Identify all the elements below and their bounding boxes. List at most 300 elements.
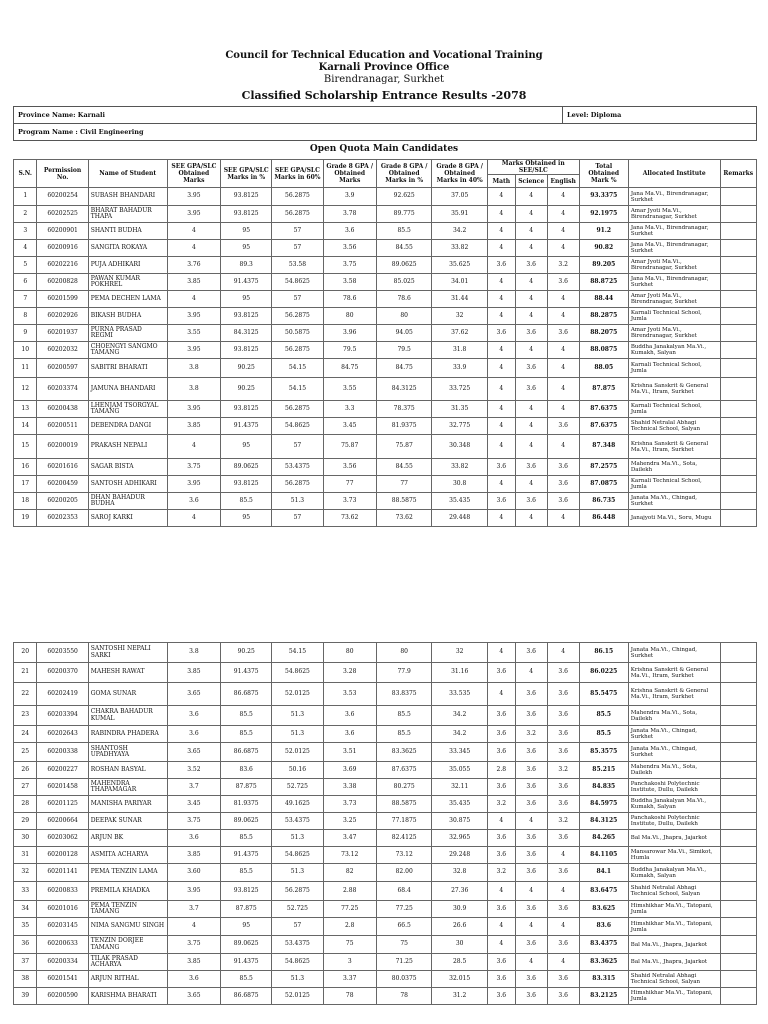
cell-see_obt: 3.6 <box>167 830 220 847</box>
cell-english: 4 <box>547 359 579 378</box>
cell-total: 85.215 <box>579 762 628 779</box>
cell-see_pct: 93.8125 <box>221 188 272 206</box>
col-header-g8_obt: Grade 8 GPA / Obtained Marks <box>323 160 376 188</box>
cell-english: 3.6 <box>547 663 579 683</box>
cell-g8_pct: 84.3125 <box>376 378 432 401</box>
cell-see_pct: 93.8125 <box>221 308 272 325</box>
cell-g8_40: 37.05 <box>432 188 488 206</box>
table-row <box>14 510 757 527</box>
cell-remarks <box>720 901 756 918</box>
cell-see_pct: 89.0625 <box>221 459 272 476</box>
cell-math: 3.6 <box>487 325 515 342</box>
cell-perm: 60200590 <box>37 988 88 1005</box>
cell-remarks <box>720 274 756 291</box>
cell-math: 4 <box>487 643 515 663</box>
cell-name: PEMA TENZIN LAMA <box>88 864 167 882</box>
cell-total: 88.05 <box>579 359 628 378</box>
cell-name: ARJUN BK <box>88 830 167 847</box>
cell-math: 3.6 <box>487 988 515 1005</box>
cell-english: 4 <box>547 918 579 936</box>
cell-science: 3.6 <box>515 864 547 882</box>
table-row <box>14 257 757 274</box>
cell-g8_40: 33.345 <box>432 743 488 762</box>
cell-see_60: 57 <box>272 918 323 936</box>
cell-perm: 60202926 <box>37 308 88 325</box>
cell-see_pct: 93.8125 <box>221 206 272 223</box>
cell-g8_40: 31.8 <box>432 342 488 359</box>
cell-perm: 60200459 <box>37 476 88 493</box>
cell-g8_40: 33.9 <box>432 359 488 378</box>
cell-math: 3.6 <box>487 830 515 847</box>
cell-see_obt: 3.45 <box>167 796 220 813</box>
cell-science: 3.6 <box>515 683 547 706</box>
cell-see_obt: 3.8 <box>167 359 220 378</box>
cell-english: 3.6 <box>547 726 579 743</box>
cell-name: PRAKASH NEPALI <box>88 435 167 459</box>
cell-sn: 25 <box>14 743 37 762</box>
cell-g8_obt: 3.55 <box>323 378 376 401</box>
cell-g8_40: 30.9 <box>432 901 488 918</box>
cell-math: 3.2 <box>487 796 515 813</box>
col-header-g8_40: Grade 8 GPA / Obtained Marks in 40% <box>432 160 488 188</box>
col-header-science: Science <box>515 175 547 188</box>
cell-see_pct: 90.25 <box>221 359 272 378</box>
results-table-part-1 <box>13 159 757 527</box>
cell-g8_40: 35.435 <box>432 796 488 813</box>
cell-perm: 60200128 <box>37 847 88 864</box>
table-row <box>14 274 757 291</box>
cell-see_60: 50.5875 <box>272 325 323 342</box>
cell-g8_pct: 88.5875 <box>376 493 432 510</box>
cell-science: 4 <box>515 663 547 683</box>
cell-g8_40: 32 <box>432 643 488 663</box>
cell-g8_pct: 85.025 <box>376 274 432 291</box>
cell-see_pct: 91.4375 <box>221 274 272 291</box>
cell-english: 4 <box>547 223 579 240</box>
cell-see_obt: 3.76 <box>167 257 220 274</box>
cell-perm: 60200828 <box>37 274 88 291</box>
cell-total: 92.1975 <box>579 206 628 223</box>
cell-see_pct: 83.6 <box>221 762 272 779</box>
cell-see_obt: 3.65 <box>167 683 220 706</box>
table-row <box>14 971 757 988</box>
table-row <box>14 882 757 901</box>
cell-perm: 60200511 <box>37 418 88 435</box>
cell-english: 4 <box>547 882 579 901</box>
cell-science: 3.6 <box>515 493 547 510</box>
cell-g8_pct: 85.5 <box>376 223 432 240</box>
cell-see_60: 56.2875 <box>272 342 323 359</box>
cell-g8_40: 35.435 <box>432 493 488 510</box>
cell-inst: Bal Ma.Vi., Jhapra, Jajarkot <box>628 830 720 847</box>
cell-g8_pct: 78 <box>376 988 432 1005</box>
cell-english: 3.6 <box>547 971 579 988</box>
cell-g8_40: 32.775 <box>432 418 488 435</box>
cell-math: 4 <box>487 274 515 291</box>
cell-sn: 18 <box>14 493 37 510</box>
cell-name: PREMILA KHADKA <box>88 882 167 901</box>
cell-math: 3.6 <box>487 706 515 726</box>
cell-total: 85.5 <box>579 726 628 743</box>
cell-inst: Krishna Sanskrit & General Ma.Vi., Itram, Surkhet <box>628 683 720 706</box>
cell-remarks <box>720 663 756 683</box>
cell-perm: 60201599 <box>37 291 88 308</box>
cell-see_pct: 86.6875 <box>221 743 272 762</box>
cell-english: 3.6 <box>547 476 579 493</box>
cell-see_pct: 93.8125 <box>221 401 272 418</box>
col-header-perm: Permission No. <box>37 160 88 188</box>
col-header-sn: S.N. <box>14 160 37 188</box>
table-row <box>14 936 757 954</box>
cell-inst: Janata Ma.Vi., Chingad, Surkhet <box>628 726 720 743</box>
cell-see_obt: 3.65 <box>167 988 220 1005</box>
cell-g8_40: 30.8 <box>432 476 488 493</box>
cell-g8_40: 34.2 <box>432 223 488 240</box>
cell-science: 3.6 <box>515 988 547 1005</box>
cell-english: 4 <box>547 510 579 527</box>
cell-science: 4 <box>515 954 547 971</box>
cell-perm: 60200916 <box>37 240 88 257</box>
cell-remarks <box>720 325 756 342</box>
cell-remarks <box>720 378 756 401</box>
cell-sn: 5 <box>14 257 37 274</box>
cell-g8_obt: 78.6 <box>323 291 376 308</box>
cell-english: 4 <box>547 188 579 206</box>
table-row <box>14 493 757 510</box>
cell-see_obt: 4 <box>167 223 220 240</box>
cell-remarks <box>720 864 756 882</box>
cell-sn: 19 <box>14 510 37 527</box>
cell-perm: 60201016 <box>37 901 88 918</box>
cell-total: 85.5 <box>579 706 628 726</box>
table-row <box>14 223 757 240</box>
cell-name: SABITRI BHARATI <box>88 359 167 378</box>
level: Level: Diploma <box>563 107 757 124</box>
cell-remarks <box>720 882 756 901</box>
cell-g8_obt: 77 <box>323 476 376 493</box>
cell-math: 4 <box>487 342 515 359</box>
cell-see_pct: 85.5 <box>221 493 272 510</box>
org-name: Council for Technical Education and Vocational Training <box>225 50 543 61</box>
cell-sn: 31 <box>14 847 37 864</box>
cell-sn: 9 <box>14 325 37 342</box>
cell-remarks <box>720 971 756 988</box>
cell-sn: 38 <box>14 971 37 988</box>
table-row <box>14 378 757 401</box>
cell-name: JAMUNA BHANDARI <box>88 378 167 401</box>
cell-g8_obt: 73.62 <box>323 510 376 527</box>
cell-g8_obt: 3.58 <box>323 274 376 291</box>
cell-g8_pct: 92.625 <box>376 188 432 206</box>
cell-sn: 36 <box>14 936 37 954</box>
cell-science: 3.6 <box>515 971 547 988</box>
cell-perm: 60201141 <box>37 864 88 882</box>
cell-math: 3.6 <box>487 493 515 510</box>
cell-science: 3.6 <box>515 743 547 762</box>
cell-remarks <box>720 401 756 418</box>
cell-see_obt: 3.95 <box>167 476 220 493</box>
cell-see_obt: 3.95 <box>167 206 220 223</box>
cell-g8_40: 30.348 <box>432 435 488 459</box>
cell-english: 3.2 <box>547 257 579 274</box>
cell-sn: 2 <box>14 206 37 223</box>
cell-see_pct: 91.4375 <box>221 954 272 971</box>
cell-name: GOMA SUNAR <box>88 683 167 706</box>
cell-g8_pct: 73.62 <box>376 510 432 527</box>
cell-remarks <box>720 683 756 706</box>
cell-name: SANTOSHI NEPALI SARKI <box>88 643 167 663</box>
cell-see_60: 54.15 <box>272 378 323 401</box>
cell-science: 3.6 <box>515 901 547 918</box>
cell-sn: 11 <box>14 359 37 378</box>
cell-perm: 60201616 <box>37 459 88 476</box>
cell-see_pct: 84.3125 <box>221 325 272 342</box>
cell-see_pct: 85.5 <box>221 706 272 726</box>
cell-see_obt: 3.52 <box>167 762 220 779</box>
cell-english: 4 <box>547 240 579 257</box>
cell-science: 3.6 <box>515 459 547 476</box>
cell-science: 4 <box>515 223 547 240</box>
cell-see_60: 51.3 <box>272 726 323 743</box>
cell-name: SUBASH BHANDARI <box>88 188 167 206</box>
cell-see_obt: 3.65 <box>167 743 220 762</box>
cell-see_60: 52.0125 <box>272 743 323 762</box>
cell-math: 3.6 <box>487 743 515 762</box>
cell-name: ARJUN RITHAL <box>88 971 167 988</box>
cell-see_pct: 86.6875 <box>221 988 272 1005</box>
cell-see_obt: 3.6 <box>167 971 220 988</box>
cell-g8_40: 27.36 <box>432 882 488 901</box>
cell-see_60: 52.725 <box>272 779 323 796</box>
cell-g8_obt: 3.9 <box>323 188 376 206</box>
cell-total: 90.82 <box>579 240 628 257</box>
cell-g8_pct: 82.4125 <box>376 830 432 847</box>
cell-sn: 37 <box>14 954 37 971</box>
cell-math: 4 <box>487 359 515 378</box>
cell-g8_obt: 3.73 <box>323 796 376 813</box>
cell-total: 87.0875 <box>579 476 628 493</box>
cell-g8_obt: 78 <box>323 988 376 1005</box>
cell-g8_obt: 3.73 <box>323 493 376 510</box>
cell-remarks <box>720 308 756 325</box>
cell-g8_pct: 79.5 <box>376 342 432 359</box>
cell-g8_obt: 3.96 <box>323 325 376 342</box>
cell-inst: Krishna Sanskrit & General Ma.Vi., Itram, Surkhet <box>628 435 720 459</box>
cell-english: 3.6 <box>547 796 579 813</box>
cell-total: 88.0875 <box>579 342 628 359</box>
cell-sn: 22 <box>14 683 37 706</box>
cell-english: 3.6 <box>547 936 579 954</box>
cell-see_obt: 3.75 <box>167 936 220 954</box>
cell-see_pct: 93.8125 <box>221 882 272 901</box>
cell-total: 85.5475 <box>579 683 628 706</box>
cell-g8_40: 26.6 <box>432 918 488 936</box>
cell-g8_pct: 78.375 <box>376 401 432 418</box>
cell-english: 4 <box>547 435 579 459</box>
cell-remarks <box>720 726 756 743</box>
cell-sn: 8 <box>14 308 37 325</box>
col-header-name: Name of Student <box>88 160 167 188</box>
cell-total: 87.2575 <box>579 459 628 476</box>
cell-g8_obt: 3.6 <box>323 223 376 240</box>
page-title: Classified Scholarship Entrance Results -2078 <box>241 89 527 102</box>
cell-name: RABINDRA PHADERA <box>88 726 167 743</box>
cell-g8_pct: 68.4 <box>376 882 432 901</box>
cell-name: PEMA TENZIN TAMANG <box>88 901 167 918</box>
cell-g8_pct: 81.9375 <box>376 418 432 435</box>
cell-math: 3.6 <box>487 257 515 274</box>
cell-see_60: 53.4375 <box>272 936 323 954</box>
table-row <box>14 291 757 308</box>
table-row <box>14 308 757 325</box>
cell-name: SANTOSH ADHIKARI <box>88 476 167 493</box>
cell-see_obt: 3.95 <box>167 308 220 325</box>
cell-g8_40: 33.725 <box>432 378 488 401</box>
cell-g8_pct: 73.12 <box>376 847 432 864</box>
table-row <box>14 726 757 743</box>
cell-remarks <box>720 206 756 223</box>
cell-english: 3.6 <box>547 779 579 796</box>
cell-english: 3.6 <box>547 459 579 476</box>
cell-g8_40: 34.01 <box>432 274 488 291</box>
cell-g8_pct: 82.00 <box>376 864 432 882</box>
cell-see_60: 57 <box>272 291 323 308</box>
cell-perm: 60200205 <box>37 493 88 510</box>
table-row <box>14 813 757 830</box>
cell-g8_40: 35.625 <box>432 257 488 274</box>
cell-g8_pct: 77.1875 <box>376 813 432 830</box>
cell-see_60: 54.8625 <box>272 418 323 435</box>
cell-total: 84.835 <box>579 779 628 796</box>
cell-total: 84.1105 <box>579 847 628 864</box>
cell-remarks <box>720 359 756 378</box>
cell-remarks <box>720 493 756 510</box>
cell-see_obt: 3.85 <box>167 418 220 435</box>
cell-g8_obt: 75 <box>323 936 376 954</box>
cell-english: 3.6 <box>547 901 579 918</box>
cell-g8_40: 29.448 <box>432 510 488 527</box>
cell-remarks <box>720 813 756 830</box>
cell-remarks <box>720 706 756 726</box>
cell-inst: Jana Ma.Vi., Birendranagar, Surkhet <box>628 240 720 257</box>
cell-g8_40: 31.44 <box>432 291 488 308</box>
cell-see_pct: 95 <box>221 918 272 936</box>
cell-see_pct: 81.9375 <box>221 796 272 813</box>
cell-inst: Karnali Technical School, Jumla <box>628 476 720 493</box>
cell-g8_obt: 3.38 <box>323 779 376 796</box>
cell-see_obt: 4 <box>167 510 220 527</box>
table-row <box>14 476 757 493</box>
cell-math: 4 <box>487 401 515 418</box>
cell-g8_obt: 2.88 <box>323 882 376 901</box>
cell-sn: 32 <box>14 864 37 882</box>
cell-inst: Jana Ma.Vi., Birendranagar, Surkhet <box>628 188 720 206</box>
cell-math: 4 <box>487 188 515 206</box>
cell-remarks <box>720 847 756 864</box>
cell-math: 3.6 <box>487 971 515 988</box>
cell-science: 4 <box>515 401 547 418</box>
table-row <box>14 830 757 847</box>
province-name: Province Name: Karnali <box>14 107 563 124</box>
cell-sn: 30 <box>14 830 37 847</box>
cell-total: 88.44 <box>579 291 628 308</box>
cell-math: 4 <box>487 918 515 936</box>
cell-g8_obt: 80 <box>323 308 376 325</box>
cell-see_obt: 3.95 <box>167 882 220 901</box>
cell-total: 88.8725 <box>579 274 628 291</box>
table-row <box>14 643 757 663</box>
cell-science: 3.6 <box>515 830 547 847</box>
cell-inst: Panchakoshi Polytechnic Institute, Dullu, Dailekh <box>628 813 720 830</box>
cell-name: SAGAR BISTA <box>88 459 167 476</box>
cell-inst: Karnali Technical School, Jumla <box>628 359 720 378</box>
cell-sn: 39 <box>14 988 37 1005</box>
cell-g8_pct: 94.05 <box>376 325 432 342</box>
cell-science: 4 <box>515 813 547 830</box>
col-header-g8_pct: Grade 8 GPA / Obtained Marks in % <box>376 160 432 188</box>
cell-sn: 27 <box>14 779 37 796</box>
col-header-see_60: SEE GPA/SLC Marks in 60% <box>272 160 323 188</box>
cell-g8_obt: 3.69 <box>323 762 376 779</box>
cell-total: 83.2125 <box>579 988 628 1005</box>
cell-see_pct: 85.5 <box>221 971 272 988</box>
cell-perm: 60202353 <box>37 510 88 527</box>
cell-english: 3.6 <box>547 418 579 435</box>
cell-see_60: 56.2875 <box>272 308 323 325</box>
cell-science: 4 <box>515 435 547 459</box>
cell-remarks <box>720 918 756 936</box>
cell-perm: 60203374 <box>37 378 88 401</box>
cell-inst: Panchakoshi Polytechnic Institute, Dullu, Dailekh <box>628 779 720 796</box>
cell-g8_pct: 88.5875 <box>376 796 432 813</box>
cell-math: 3.6 <box>487 779 515 796</box>
cell-sn: 15 <box>14 435 37 459</box>
cell-g8_40: 33.535 <box>432 683 488 706</box>
cell-english: 4 <box>547 206 579 223</box>
cell-science: 4 <box>515 882 547 901</box>
table-row <box>14 796 757 813</box>
cell-name: DEBENDRA DANGI <box>88 418 167 435</box>
cell-sn: 12 <box>14 378 37 401</box>
cell-math: 4 <box>487 418 515 435</box>
cell-inst: Bal Ma.Vi., Jhapra, Jajarkot <box>628 954 720 971</box>
cell-g8_pct: 75.87 <box>376 435 432 459</box>
cell-english: 4 <box>547 342 579 359</box>
cell-inst: Mansarowar Ma.Vi., Simikot, Humla <box>628 847 720 864</box>
cell-see_pct: 89.3 <box>221 257 272 274</box>
cell-g8_40: 28.5 <box>432 954 488 971</box>
cell-science: 4 <box>515 274 547 291</box>
cell-science: 3.2 <box>515 726 547 743</box>
cell-total: 83.6 <box>579 918 628 936</box>
cell-see_obt: 3.75 <box>167 459 220 476</box>
cell-math: 4 <box>487 813 515 830</box>
cell-g8_obt: 3.6 <box>323 706 376 726</box>
table-row <box>14 864 757 882</box>
cell-remarks <box>720 988 756 1005</box>
cell-total: 85.3575 <box>579 743 628 762</box>
cell-inst: Shahid Netralal Abhagi Technical School, Salyan <box>628 882 720 901</box>
cell-perm: 60200833 <box>37 882 88 901</box>
cell-sn: 33 <box>14 882 37 901</box>
table-row <box>14 706 757 726</box>
cell-perm: 60200370 <box>37 663 88 683</box>
cell-remarks <box>720 954 756 971</box>
cell-remarks <box>720 830 756 847</box>
cell-perm: 60203062 <box>37 830 88 847</box>
cell-inst: Krishna Sanskrit & General Ma.Vi., Itram, Surkhet <box>628 378 720 401</box>
cell-see_60: 56.2875 <box>272 476 323 493</box>
